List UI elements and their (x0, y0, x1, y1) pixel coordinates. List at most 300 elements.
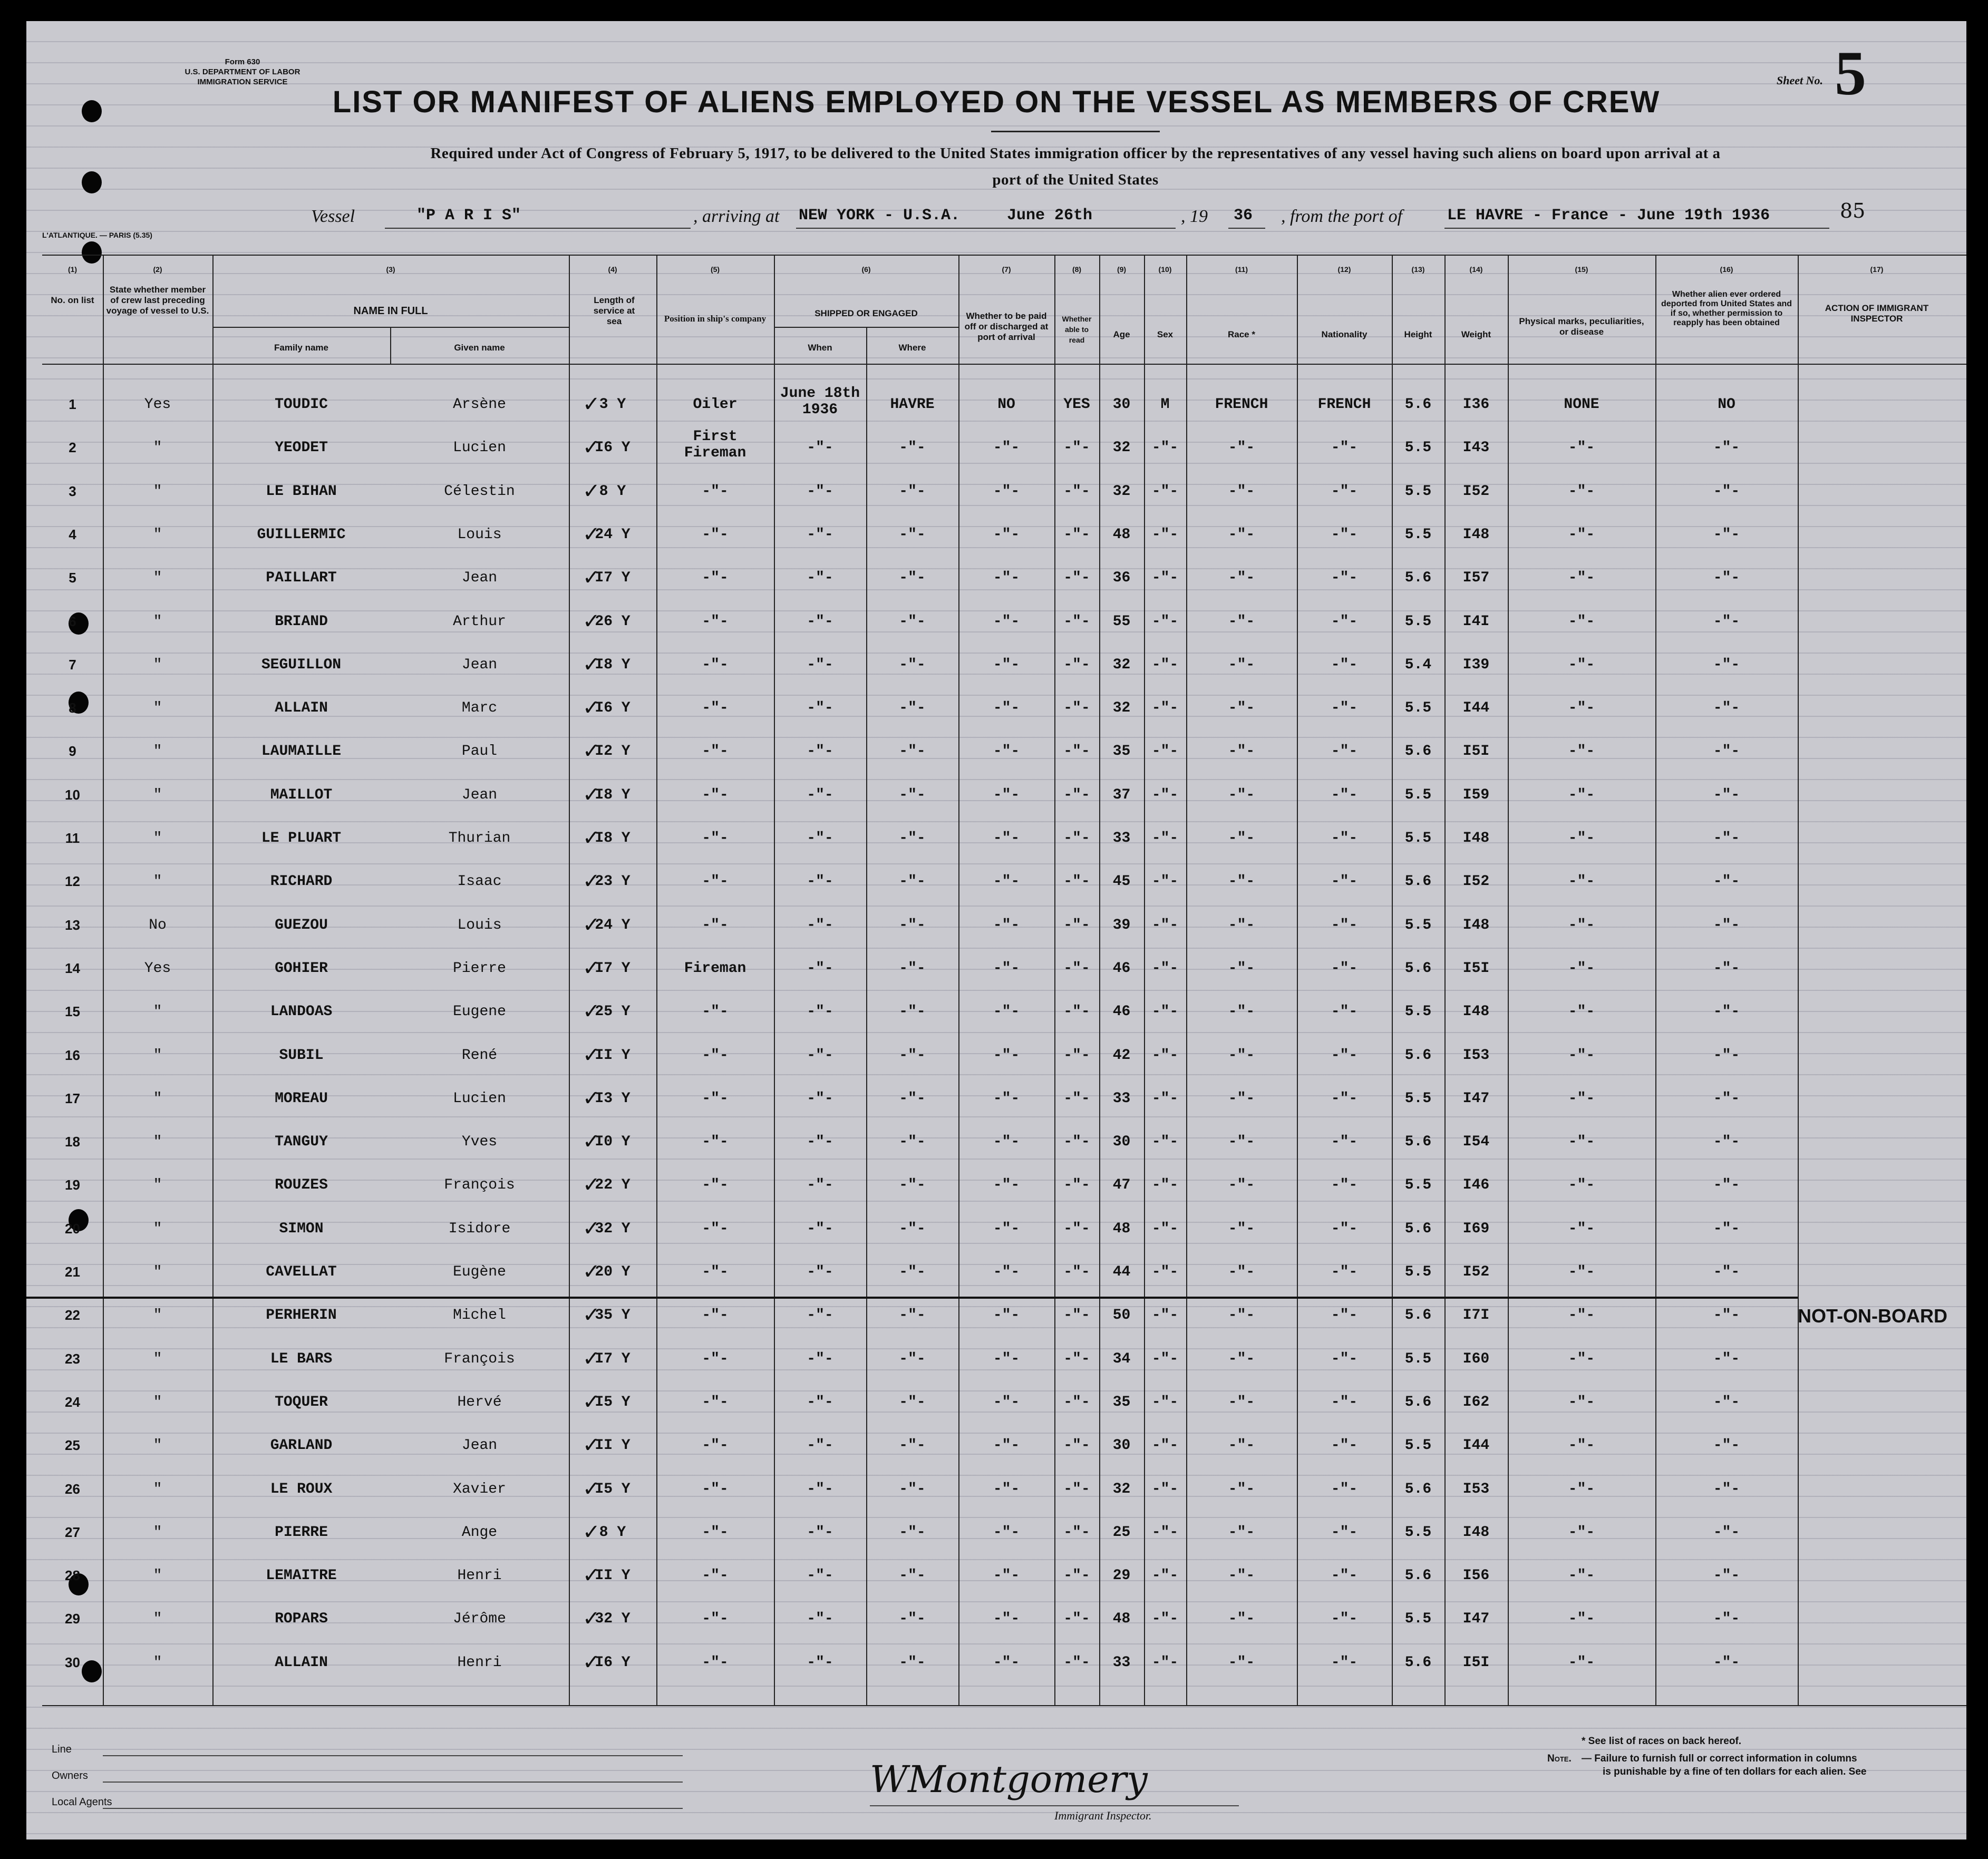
arrival-year: 36 (1234, 207, 1253, 225)
paid-off-cell: -"- (993, 570, 1020, 587)
physical-marks-cell: -"- (1568, 1350, 1595, 1367)
header-age: Age (1113, 329, 1130, 339)
height-cell: 5.6 (1404, 1134, 1432, 1151)
nationality-cell: -"- (1331, 1134, 1358, 1151)
service-length-cell: 8 Y (599, 1524, 626, 1541)
signature-caption: Immigrant Inspector. (1054, 1809, 1152, 1822)
previous-voyage-cell: " (153, 570, 162, 587)
given-name-cell: Lucien (453, 440, 506, 456)
weight-cell: I36 (1462, 396, 1490, 413)
shipped-when-cell: -"- (807, 1177, 833, 1194)
previous-voyage-cell: " (153, 1654, 162, 1671)
nationality-cell: -"- (1331, 656, 1358, 673)
age-cell: 32 (1112, 440, 1131, 456)
row-number: 14 (65, 960, 80, 976)
header-action-inspector: ACTION OF IMMIGRANT INSPECTOR (1825, 303, 1929, 324)
given-name-cell: Hervé (457, 1394, 502, 1410)
paid-off-cell: -"- (993, 1177, 1020, 1194)
shipped-when-cell: -"- (807, 1220, 833, 1237)
physical-marks-cell: -"- (1568, 1004, 1595, 1020)
page-title: LIST OR MANIFEST OF ALIENS EMPLOYED ON THE VESSEL AS MEMBERS OF CREW (332, 85, 1661, 119)
paid-off-cell: -"- (993, 1350, 1020, 1367)
inspector-action-cell: NOT-ON-BOARD (1798, 1305, 1947, 1327)
column-number: (11) (1235, 265, 1248, 274)
table-row (26, 1513, 1966, 1555)
position-cell: -"- (702, 1134, 729, 1151)
position-cell: -"- (702, 1394, 729, 1410)
family-name-cell: LE ROUX (270, 1481, 333, 1497)
shipped-where-cell: -"- (899, 1264, 926, 1280)
weight-cell: I48 (1462, 830, 1490, 846)
sex-cell: -"- (1151, 743, 1179, 760)
nationality-cell: -"- (1331, 483, 1358, 500)
paid-off-cell: -"- (993, 917, 1020, 933)
table-row (26, 1252, 1966, 1295)
sex-cell: -"- (1151, 1524, 1179, 1541)
family-name-cell: PERHERIN (266, 1307, 337, 1324)
handwritten-number: 85 (1840, 199, 1866, 222)
service-length-cell: I6 Y (595, 440, 631, 456)
previous-voyage-cell: " (153, 1524, 162, 1541)
height-cell: 5.6 (1404, 1481, 1432, 1497)
check-mark-icon: ✓ (583, 1303, 600, 1328)
weight-cell: I43 (1462, 440, 1490, 456)
previous-voyage-cell: " (153, 1047, 162, 1064)
paid-off-cell: -"- (993, 613, 1020, 630)
shipped-where-cell: -"- (899, 570, 926, 587)
sex-cell: -"- (1151, 917, 1179, 933)
paid-off-cell: -"- (993, 1264, 1020, 1280)
column-number: (8) (1072, 265, 1082, 274)
age-cell: 37 (1112, 786, 1131, 803)
shipped-where-cell: -"- (899, 1177, 926, 1194)
position-cell: -"- (702, 917, 729, 933)
previous-voyage-cell: " (153, 1394, 162, 1410)
header-deported: Whether alien ever ordered deported from United States and if so, whether permission to reapply has been obtained (1661, 290, 1792, 327)
height-cell: 5.5 (1404, 1177, 1432, 1194)
row-number: 28 (65, 1568, 80, 1584)
column-number: (7) (1002, 265, 1011, 274)
family-name-cell: LAUMAILLE (261, 743, 342, 760)
family-name-cell: SUBIL (279, 1047, 324, 1064)
manifest-sheet (26, 21, 1966, 1839)
race-cell: -"- (1228, 483, 1255, 500)
height-cell: 5.5 (1404, 1437, 1432, 1454)
sheet-number: 5 (1835, 38, 1866, 108)
shipped-where-cell: -"- (899, 1220, 926, 1237)
shipped-when-cell: -"- (807, 1568, 833, 1584)
able-to-read-cell: -"- (1063, 873, 1090, 890)
header-previous-voyage: State whether member of crew last preceding voyage of vessel to U.S. (106, 285, 209, 316)
weight-cell: I54 (1462, 1134, 1490, 1151)
sex-cell: -"- (1151, 1611, 1179, 1628)
given-name-cell: Jean (461, 1437, 498, 1454)
row-number: 21 (65, 1264, 80, 1280)
position-cell: -"- (702, 1350, 729, 1367)
position-cell: -"- (702, 1307, 729, 1324)
race-cell: -"- (1228, 743, 1255, 760)
height-cell: 5.5 (1404, 526, 1432, 543)
position-cell: Oiler (693, 396, 738, 413)
family-name-cell: LE PLUART (261, 830, 342, 846)
shipped-where-cell: -"- (899, 526, 926, 543)
nationality-cell: -"- (1331, 1654, 1358, 1671)
physical-marks-cell: -"- (1568, 1307, 1595, 1324)
age-cell: 25 (1112, 1524, 1131, 1541)
paid-off-cell: -"- (993, 1047, 1020, 1064)
shipped-when-cell: -"- (807, 1611, 833, 1628)
given-name-cell: Marc (461, 700, 498, 717)
shipped-when-cell: -"- (807, 1307, 833, 1324)
able-to-read-cell: -"- (1063, 613, 1090, 630)
deported-cell: NO (1718, 396, 1735, 413)
race-cell: -"- (1228, 1394, 1255, 1410)
row-number: 2 (69, 440, 76, 456)
service-length-cell: I0 Y (595, 1134, 631, 1151)
height-cell: 5.6 (1404, 1394, 1432, 1410)
table-row (26, 558, 1966, 600)
physical-marks-cell: -"- (1568, 656, 1595, 673)
family-name-cell: GUEZOU (275, 917, 328, 933)
row-number: 10 (65, 786, 80, 803)
deported-cell: -"- (1713, 917, 1740, 933)
position-cell: -"- (702, 786, 729, 803)
table-row (26, 688, 1966, 731)
row-number: 26 (65, 1481, 80, 1497)
table-row (26, 992, 1966, 1034)
table-row (26, 1036, 1966, 1078)
nationality-cell: -"- (1331, 1090, 1358, 1107)
physical-marks-cell: -"- (1568, 1611, 1595, 1628)
printer-mark: L'ATLANTIQUE. — PARIS (5.35) (42, 231, 152, 239)
given-name-cell: Isaac (457, 873, 502, 890)
shipped-when-cell: -"- (807, 786, 833, 803)
physical-marks-cell: -"- (1568, 1481, 1595, 1497)
service-length-cell: 35 Y (595, 1307, 631, 1324)
age-cell: 39 (1112, 917, 1131, 933)
given-name-cell: Eugene (453, 1004, 506, 1020)
age-cell: 35 (1112, 743, 1131, 760)
table-row (26, 1339, 1966, 1381)
position-cell: -"- (702, 830, 729, 846)
family-name-cell: GUILLERMIC (257, 526, 346, 543)
weight-cell: I60 (1462, 1350, 1490, 1367)
race-cell: -"- (1228, 1047, 1255, 1064)
previous-voyage-cell: " (153, 1350, 162, 1367)
given-name-cell: Louis (457, 526, 502, 543)
position-cell: -"- (702, 1047, 729, 1064)
header-nationality: Nationality (1321, 329, 1368, 339)
height-cell: 5.5 (1404, 1350, 1432, 1367)
row-number: 24 (65, 1394, 80, 1410)
row-number: 25 (65, 1437, 80, 1454)
column-number: (1) (67, 265, 77, 274)
deported-cell: -"- (1713, 786, 1740, 803)
position-cell: -"- (702, 613, 729, 630)
table-row (26, 472, 1966, 514)
header-sex: Sex (1157, 329, 1174, 339)
deported-cell: -"- (1713, 1437, 1740, 1454)
able-to-read-cell: -"- (1063, 1004, 1090, 1020)
physical-marks-cell: -"- (1568, 1134, 1595, 1151)
position-cell: -"- (702, 1481, 729, 1497)
previous-voyage-cell: " (153, 743, 162, 760)
sex-cell: -"- (1151, 570, 1179, 587)
weight-cell: I47 (1462, 1611, 1490, 1628)
given-name-cell: Yves (461, 1134, 498, 1151)
race-cell: -"- (1228, 1264, 1255, 1280)
row-number: 9 (69, 743, 76, 760)
deported-cell: -"- (1713, 1090, 1740, 1107)
check-mark-icon: ✓ (583, 392, 600, 416)
age-cell: 46 (1112, 1004, 1131, 1020)
sex-cell: -"- (1151, 1654, 1179, 1671)
header-able-to-read: Whether able to read (1062, 315, 1092, 344)
check-mark-icon: ✓ (583, 652, 600, 677)
table-row (26, 1643, 1966, 1685)
physical-marks-cell: -"- (1568, 873, 1595, 890)
able-to-read-cell: -"- (1063, 1177, 1090, 1194)
family-name-cell: ROUZES (275, 1177, 328, 1194)
row-number: 12 (65, 873, 80, 890)
age-cell: 32 (1112, 656, 1131, 673)
physical-marks-cell: -"- (1568, 1394, 1595, 1410)
age-cell: 32 (1112, 1481, 1131, 1497)
column-number: (2) (153, 265, 162, 274)
weight-cell: I47 (1462, 1090, 1490, 1107)
sex-cell: -"- (1151, 786, 1179, 803)
paid-off-cell: -"- (993, 1134, 1020, 1151)
paid-off-cell: -"- (993, 700, 1020, 717)
physical-marks-cell: -"- (1568, 786, 1595, 803)
shipped-where-cell: -"- (899, 1047, 926, 1064)
shipped-when-cell: -"- (807, 483, 833, 500)
able-to-read-cell: -"- (1063, 1090, 1090, 1107)
previous-voyage-cell: " (153, 1090, 162, 1107)
table-row (26, 1209, 1966, 1251)
weight-cell: I44 (1462, 700, 1490, 717)
owners-label: Owners (52, 1770, 88, 1782)
nationality-cell: -"- (1331, 1524, 1358, 1541)
given-name-cell: Ange (461, 1524, 498, 1541)
shipped-where-cell: -"- (899, 1437, 926, 1454)
row-number: 16 (65, 1047, 80, 1063)
sex-cell: -"- (1151, 960, 1179, 977)
able-to-read-cell: -"- (1063, 656, 1090, 673)
weight-cell: I52 (1462, 873, 1490, 890)
service-length-cell: I2 Y (595, 743, 631, 760)
height-cell: 5.5 (1404, 786, 1432, 803)
service-length-cell: I6 Y (595, 1654, 631, 1671)
paid-off-cell: -"- (993, 1654, 1020, 1671)
row-number: 23 (65, 1350, 80, 1367)
given-name-cell: Michel (453, 1307, 506, 1324)
height-cell: 5.6 (1404, 743, 1432, 760)
shipped-when-cell: -"- (807, 440, 833, 456)
sex-cell: -"- (1151, 613, 1179, 630)
shipped-where-cell: -"- (899, 1481, 926, 1497)
column-number: (6) (861, 265, 871, 274)
row-number: 7 (69, 656, 76, 673)
nationality-cell: -"- (1331, 960, 1358, 977)
given-name-cell: Henri (457, 1654, 502, 1671)
check-mark-icon: ✓ (583, 1346, 600, 1371)
sex-cell: -"- (1151, 1568, 1179, 1584)
given-name-cell: Jean (461, 786, 498, 803)
family-name-cell: LANDOAS (270, 1004, 333, 1020)
table-bottom-border (42, 1705, 1966, 1706)
family-name-cell: ROPARS (275, 1611, 328, 1628)
weight-cell: I7I (1462, 1307, 1490, 1324)
paid-off-cell: -"- (993, 786, 1020, 803)
column-number: (3) (386, 265, 395, 274)
shipped-when-cell: -"- (807, 1134, 833, 1151)
column-number: (14) (1469, 265, 1483, 274)
paid-off-cell: -"- (993, 743, 1020, 760)
paid-off-cell: -"- (993, 483, 1020, 500)
header-paid-off: Whether to be paid off or discharged at port of arrival (964, 311, 1049, 342)
age-cell: 32 (1112, 483, 1131, 500)
family-name-cell: BRIAND (275, 613, 328, 630)
deported-cell: -"- (1713, 700, 1740, 717)
deported-cell: -"- (1713, 1177, 1740, 1194)
table-row (26, 1079, 1966, 1121)
position-cell: -"- (702, 1004, 729, 1020)
nationality-cell: -"- (1331, 1568, 1358, 1584)
physical-marks-cell: -"- (1568, 483, 1595, 500)
sex-cell: -"- (1151, 1481, 1179, 1497)
position-cell: -"- (702, 656, 729, 673)
position-cell: -"- (702, 873, 729, 890)
shipped-when-cell: -"- (807, 1481, 833, 1497)
weight-cell: I48 (1462, 1524, 1490, 1541)
previous-voyage-cell: " (153, 700, 162, 717)
sex-cell: -"- (1151, 1047, 1179, 1064)
weight-cell: I69 (1462, 1220, 1490, 1237)
weight-cell: I53 (1462, 1047, 1490, 1064)
able-to-read-cell: -"- (1063, 1394, 1090, 1410)
shipped-when-cell: -"- (807, 1437, 833, 1454)
service-length-cell: 22 Y (595, 1177, 631, 1194)
position-cell: -"- (702, 1437, 729, 1454)
sex-cell: -"- (1151, 1177, 1179, 1194)
shipped-when-cell: -"- (807, 830, 833, 846)
height-cell: 5.6 (1404, 1654, 1432, 1671)
table-row (26, 1556, 1966, 1598)
family-name-cell: GOHIER (275, 960, 328, 977)
form-identifier (158, 57, 327, 87)
shipped-when-cell: -"- (807, 917, 833, 933)
paid-off-cell: -"- (993, 1437, 1020, 1454)
previous-voyage-cell: " (153, 830, 162, 846)
line-label: Line (52, 1744, 72, 1755)
deported-cell: -"- (1713, 1394, 1740, 1410)
shipped-where-cell: -"- (899, 786, 926, 803)
shipped-where-cell: -"- (899, 613, 926, 630)
family-name-cell: PIERRE (275, 1524, 328, 1541)
given-name-cell: Jean (461, 570, 498, 587)
header-given-name: Given name (454, 343, 505, 353)
height-cell: 5.6 (1404, 1047, 1432, 1064)
previous-voyage-cell: " (153, 873, 162, 890)
race-cell: -"- (1228, 830, 1255, 846)
position-cell: First (693, 429, 738, 445)
given-name-cell: Eugène (453, 1264, 506, 1280)
given-name-cell: Célestin (444, 483, 515, 500)
service-length-cell: 25 Y (595, 1004, 631, 1020)
weight-cell: I53 (1462, 1481, 1490, 1497)
header-family-name: Family name (274, 343, 328, 353)
weight-cell: I5I (1462, 960, 1490, 977)
nationality-cell: -"- (1331, 1307, 1358, 1324)
header-when: When (808, 343, 832, 353)
table-row (26, 819, 1966, 861)
nationality-cell: -"- (1331, 1047, 1358, 1064)
age-cell: 33 (1112, 830, 1131, 846)
row-number: 22 (65, 1307, 80, 1323)
shipped-where-cell: -"- (899, 1524, 926, 1541)
shipped-when-cell: -"- (807, 570, 833, 587)
shipped-when-cell: -"- (807, 1524, 833, 1541)
table-row (26, 862, 1966, 904)
age-cell: 48 (1112, 1611, 1131, 1628)
header-name-in-full: NAME IN FULL (353, 305, 428, 317)
paid-off-cell: -"- (993, 1090, 1020, 1107)
previous-voyage-cell: " (153, 1568, 162, 1584)
nationality-cell: -"- (1331, 743, 1358, 760)
shipped-when-cell-line-2: 1936 (802, 402, 838, 418)
age-cell: 47 (1112, 1177, 1131, 1194)
height-cell: 5.5 (1404, 1611, 1432, 1628)
physical-marks-cell: -"- (1568, 1177, 1595, 1194)
shipped-when-cell: -"- (807, 1654, 833, 1671)
paid-off-cell: -"- (993, 960, 1020, 977)
race-cell: -"- (1228, 1437, 1255, 1454)
column-number: (10) (1158, 265, 1172, 274)
physical-marks-cell: -"- (1568, 1264, 1595, 1280)
given-name-cell: Jean (461, 656, 498, 673)
weight-cell: I52 (1462, 1264, 1490, 1280)
height-cell: 5.6 (1404, 1220, 1432, 1237)
family-name-cell: YEODET (275, 440, 328, 456)
service-length-cell: I8 Y (595, 656, 631, 673)
able-to-read-cell: -"- (1063, 526, 1090, 543)
able-to-read-cell: -"- (1063, 1568, 1090, 1584)
shipped-when-cell: -"- (807, 1394, 833, 1410)
race-cell: -"- (1228, 873, 1255, 890)
deported-cell: -"- (1713, 656, 1740, 673)
height-cell: 5.5 (1404, 830, 1432, 846)
age-cell: 55 (1112, 613, 1131, 630)
weight-cell: I62 (1462, 1394, 1490, 1410)
physical-marks-cell: -"- (1568, 1220, 1595, 1237)
race-cell: -"- (1228, 1568, 1255, 1584)
nationality-cell: -"- (1331, 700, 1358, 717)
deported-cell: -"- (1713, 1264, 1740, 1280)
height-cell: 5.6 (1404, 873, 1432, 890)
paid-off-cell: -"- (993, 1307, 1020, 1324)
sex-cell: -"- (1151, 830, 1179, 846)
nationality-cell: -"- (1331, 570, 1358, 587)
position-cell: -"- (702, 700, 729, 717)
age-cell: 32 (1112, 700, 1131, 717)
shipped-where-cell: -"- (899, 483, 926, 500)
age-cell: 34 (1112, 1350, 1131, 1367)
nationality-cell: -"- (1331, 830, 1358, 846)
table-row (26, 775, 1966, 817)
race-cell: -"- (1228, 1611, 1255, 1628)
deported-cell: -"- (1713, 1134, 1740, 1151)
